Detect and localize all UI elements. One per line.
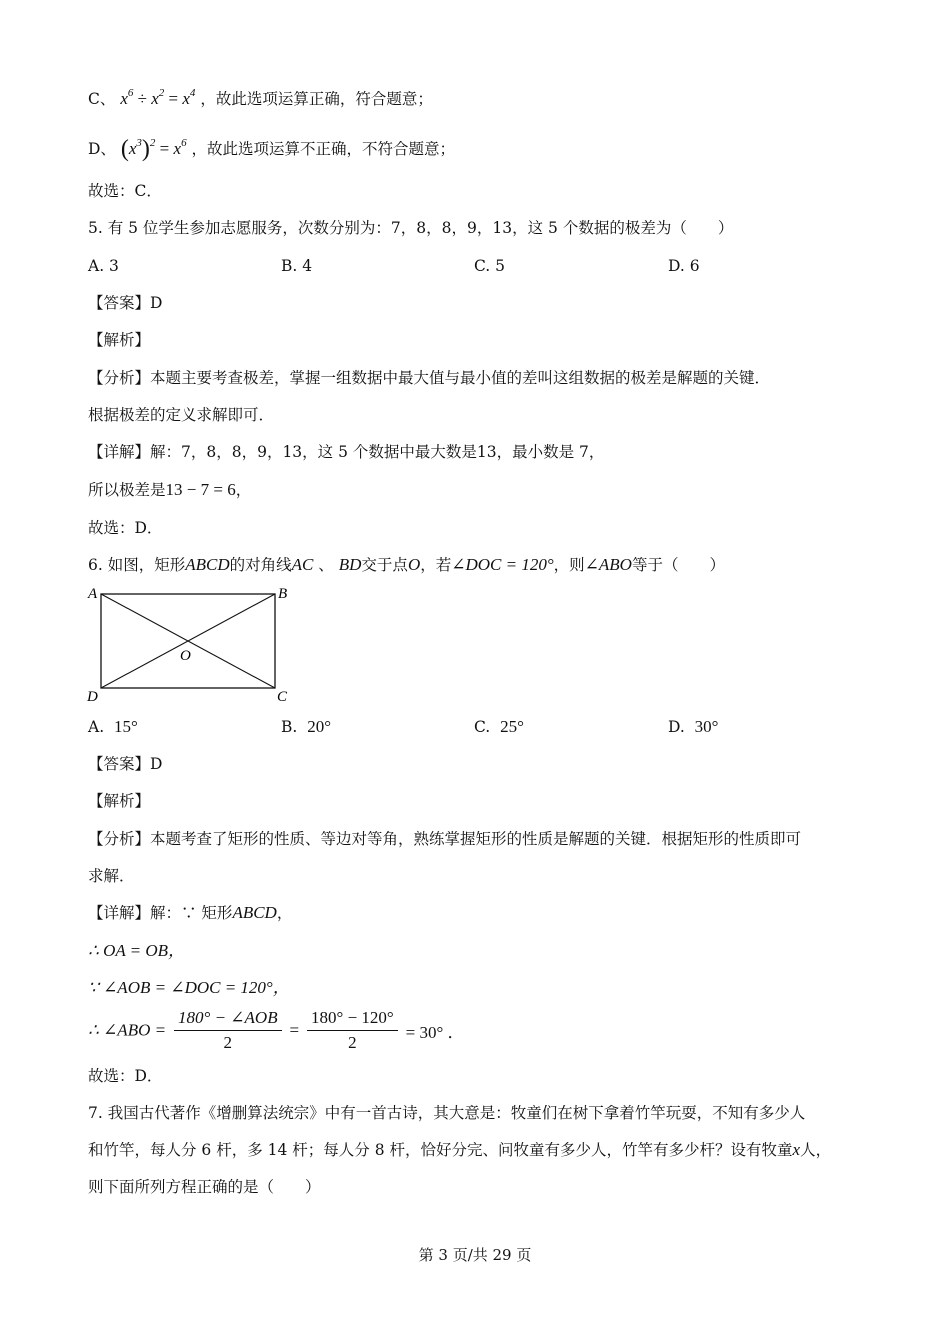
label-c: C [277, 689, 288, 705]
page-footer: 第 3 页/共 29 页 [418, 1246, 532, 1264]
q6-stem-mid3: ，若 [420, 556, 452, 574]
q5-detail-2-suffix: ， [235, 481, 252, 499]
q6-detail-suffix: ， [276, 904, 293, 922]
option-c-line [88, 88, 433, 110]
q5-analysis-1: 【分析】本题主要考查极差，掌握一组数据中最大值与最小值的差叫这组数据的极差是解题的关键． [88, 369, 771, 387]
option-d-line [88, 138, 455, 160]
q7-line-3: 则下面所列方程正确的是（ ） [88, 1178, 321, 1196]
q6-stem-mid2: 交于点 [361, 556, 408, 574]
q5-detail-2-prefix: 所以极差是 [88, 481, 166, 499]
q7-line-1: 7. 我国古代著作《增删算法统宗》中有一首古诗，其大意是：牧童们在树下拿着竹竿玩耍，不知有多少人 [88, 1104, 806, 1122]
q5-option-a: A. 3 [88, 257, 119, 275]
q6-stem-prefix: 6. 如图，矩形 [88, 556, 186, 574]
q6-stem-condition: ∠DOC = 120° [451, 555, 554, 574]
q6-analysis-head: 【解析】 [88, 792, 151, 810]
q6-detail [88, 902, 292, 924]
q5-detail-1: 【详解】解：7，8，8，9，13，这 5 个数据中最大数是13，最小数是 7， [88, 443, 605, 461]
q5-answer: 【答案】D [88, 294, 163, 312]
q6-option-c: C. 25° [474, 717, 524, 736]
q6-stem-mid4: ，则 [553, 556, 585, 574]
q6-stem-bd: BD [338, 555, 362, 574]
option-c-suffix: ，故此选项运算正确，符合题意； [200, 90, 433, 108]
rectangle-figure [84, 582, 294, 706]
option-c-expression: $x^6 \div x^2 = x^4$ [120, 87, 196, 108]
fraction-2-denominator: 2 [348, 1033, 357, 1052]
fraction-1-numerator: 180° − ∠AOB [174, 1008, 282, 1031]
q6-stem-o: O [407, 555, 421, 574]
q6-analysis-2: 求解． [88, 867, 135, 885]
equals-sign: = [289, 1020, 300, 1040]
fraction-1-denominator: 2 [223, 1033, 233, 1052]
q6-stem-abcd: ABCD [185, 555, 230, 574]
q6-stem-mid1: 的对角线 [229, 556, 292, 574]
q6-step-3-suffix: = 30° ． [405, 1023, 465, 1042]
q7-line-2-suffix: 人， [800, 1141, 832, 1159]
label-b: B [278, 586, 288, 602]
q6-step-3-prefix: ∴ ∠ABO = [88, 1020, 167, 1040]
q5-stem: 5. 有 5 位学生参加志愿服务，次数分别为：7，8，8，9，13，这 5 个数据的极差为（ ） [88, 219, 734, 237]
q7-line-2-prefix: 和竹竿，每人分 6 杆，多 14 杆；每人分 8 杆，恰好分完、问牧童有多少人，竹竿有多少杆？设有牧童 [88, 1141, 793, 1159]
q6-analysis-1: 【分析】本题考查了矩形的性质、等边对等角，熟练掌握矩形的性质是解题的关键．根据矩形的性质即可 [88, 830, 802, 848]
label-a: A [88, 586, 98, 602]
q6-detail-prefix: 【详解】解：∵ 矩形 [88, 904, 233, 922]
q7-line-2 [88, 1139, 831, 1161]
option-d-expression: $(x^3)^2 = x^6$ [120, 136, 187, 162]
option-d-suffix: ，故此选项运算不正确，不符合题意； [191, 140, 456, 158]
q7-variable: x [792, 1140, 801, 1159]
q6-step-1: ∴ OA = OB， [88, 941, 186, 960]
option-d-prefix: D、 [88, 140, 116, 158]
q5-analysis-head: 【解析】 [88, 331, 151, 349]
fraction-2-numerator: 180° − 120° [307, 1008, 398, 1031]
q6-detail-abcd: ABCD [232, 903, 277, 922]
q6-stem-sep: 、 [318, 556, 334, 574]
q6-option-a: A. 15° [88, 717, 138, 736]
label-o: O [180, 648, 191, 664]
q6-stem [88, 554, 725, 576]
q5-detail-2 [88, 479, 251, 501]
q6-stem-ac: AC [291, 555, 314, 574]
q6-stem-abo: ∠ABO [584, 555, 632, 574]
q6-answer: 【答案】D [88, 755, 163, 773]
q5-detail-2-expression: 13 − 7 = 6 [165, 480, 236, 499]
q5-option-c: C. 5 [474, 257, 506, 275]
q6-stem-suffix: 等于（ ） [631, 556, 725, 574]
q6-choose: 故选：D． [88, 1067, 163, 1085]
q6-option-b: B. 20° [281, 717, 331, 736]
q5-option-b: B. 4 [281, 257, 313, 275]
q6-step-2: ∵ ∠AOB = ∠DOC = 120°， [88, 978, 290, 997]
q5-option-d: D. 6 [668, 257, 700, 275]
label-d: D [87, 689, 98, 705]
q6-option-d: D. 30° [668, 717, 719, 736]
option-c-prefix: C、 [88, 90, 116, 108]
fraction-1 [174, 1008, 282, 1053]
q5-analysis-2: 根据极差的定义求解即可． [88, 406, 275, 424]
q5-choose: 故选：D． [88, 519, 163, 537]
q6-step-3 [88, 1008, 465, 1053]
q4-choose: 故选：C． [88, 182, 162, 200]
fraction-2 [307, 1008, 398, 1053]
